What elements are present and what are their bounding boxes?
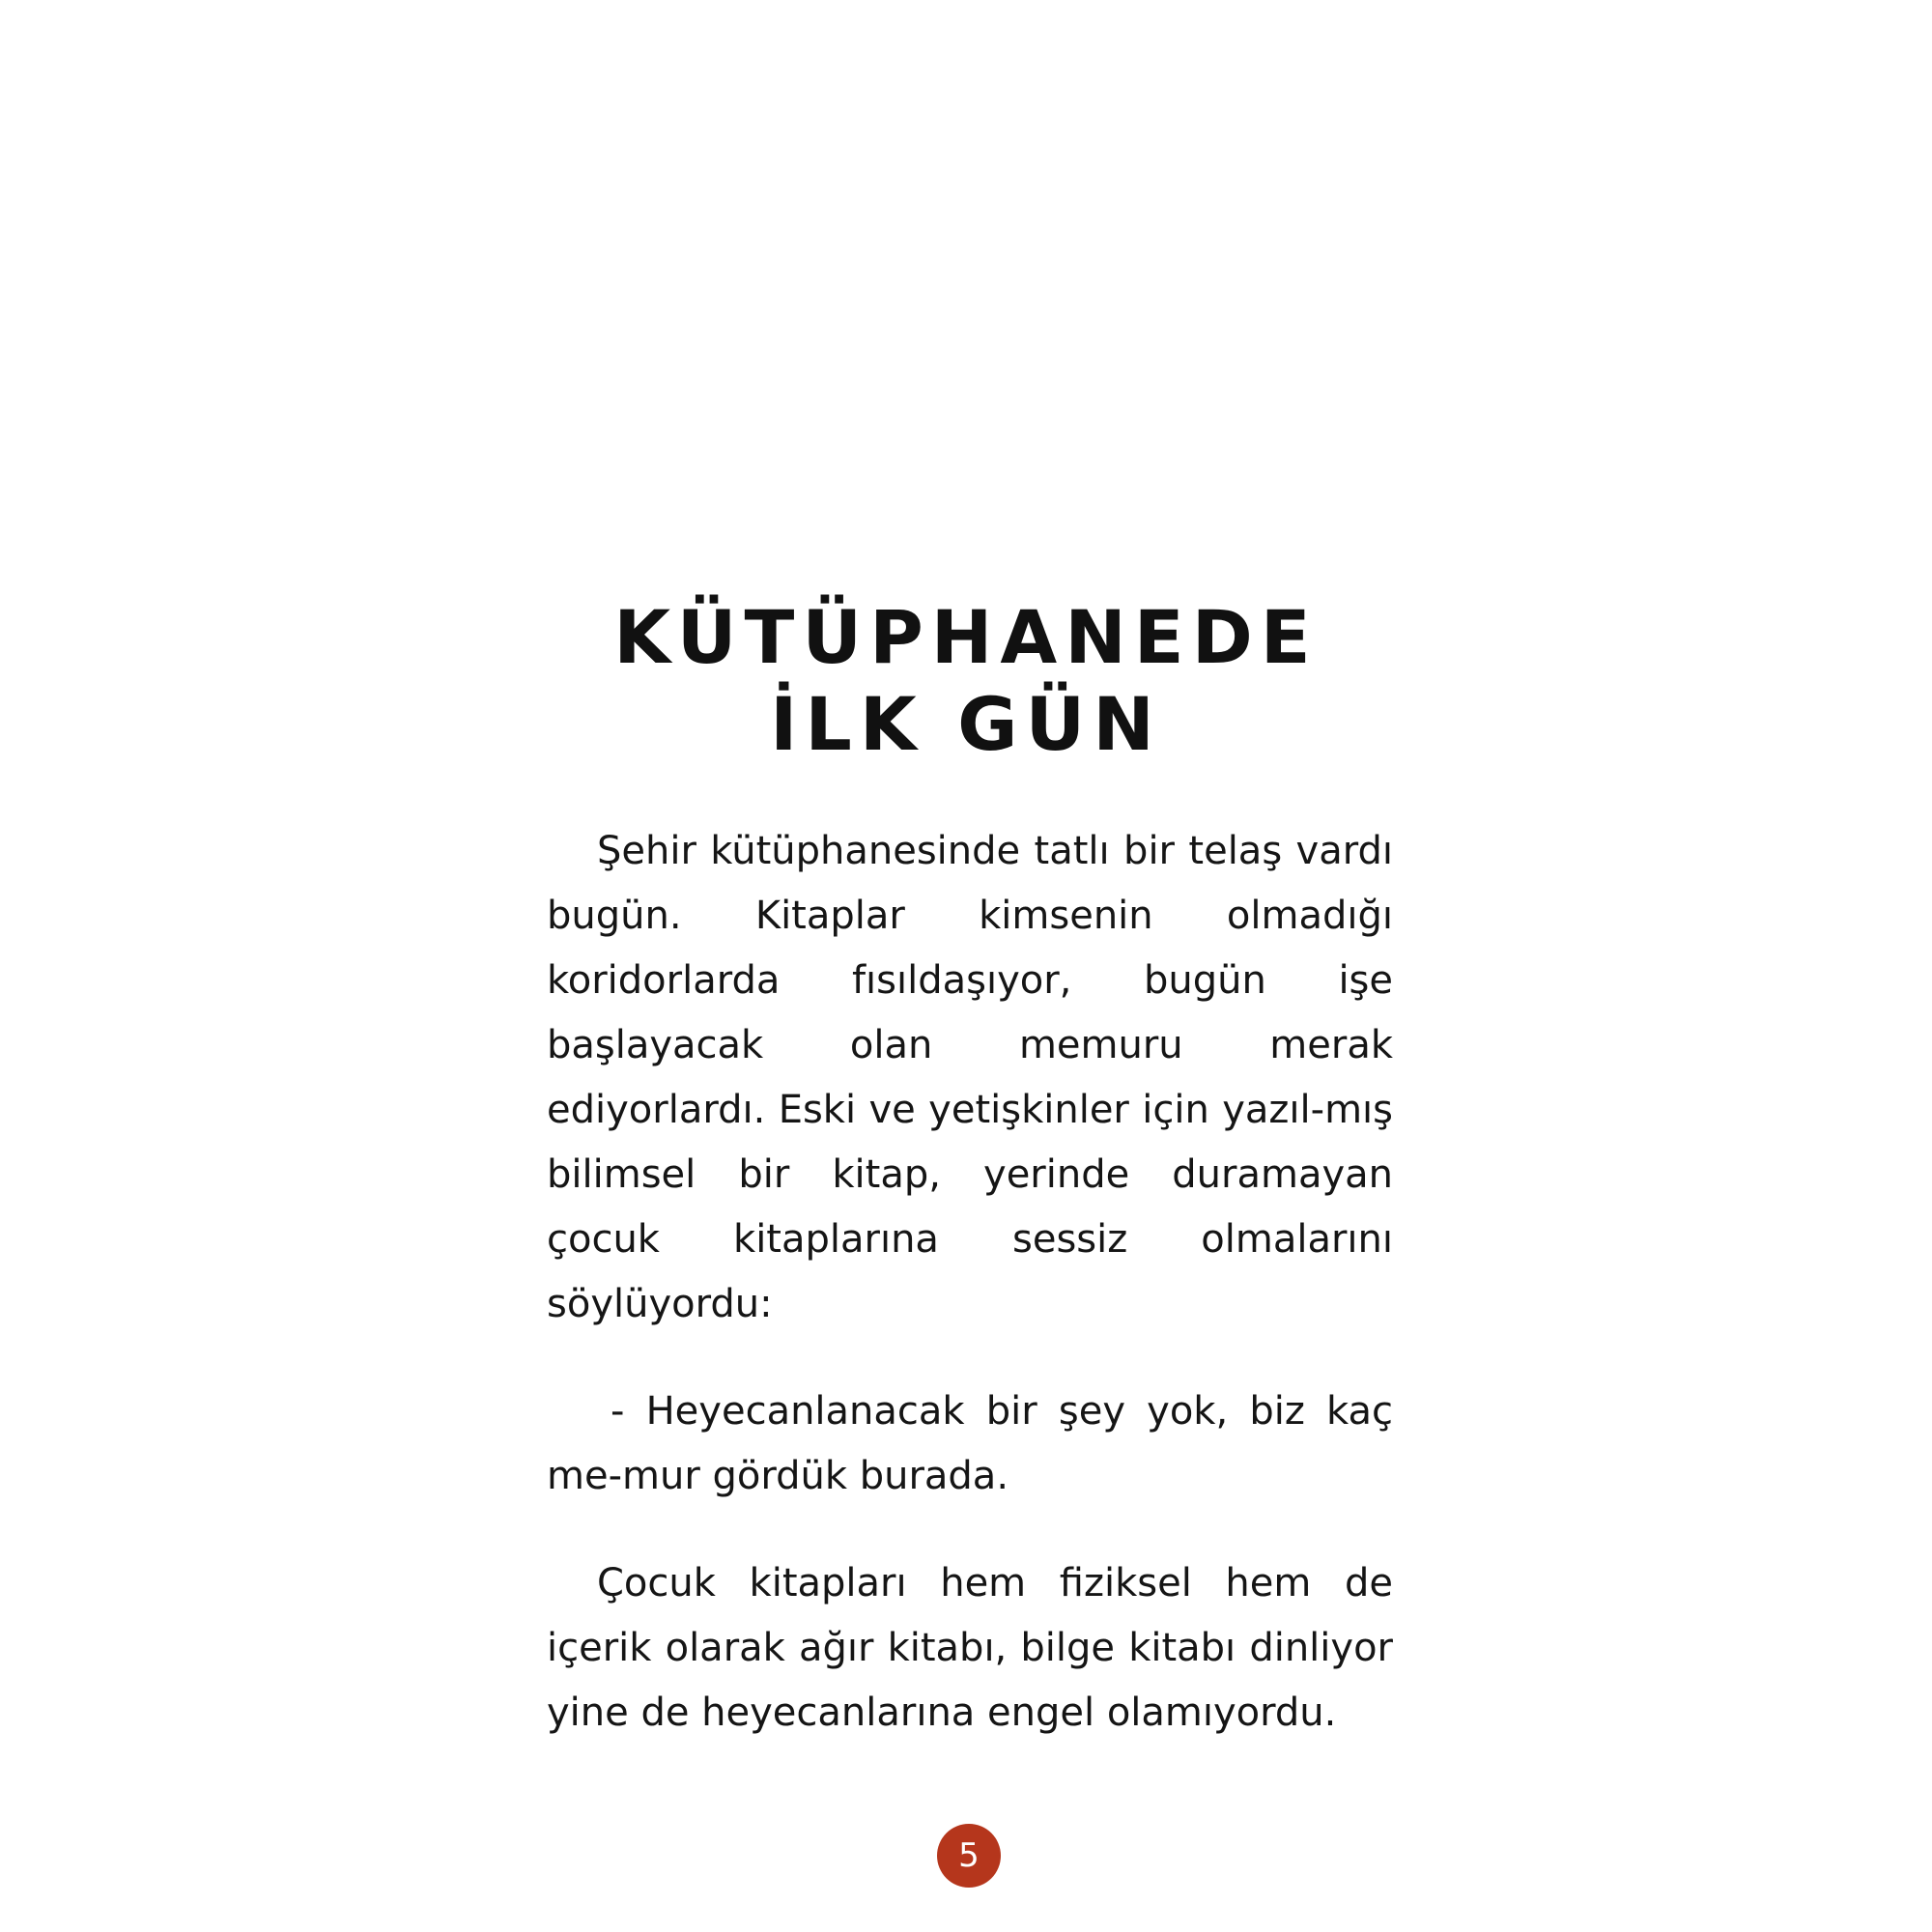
chapter-title-line-1: KÜTÜPHANEDE — [613, 594, 1319, 680]
page-number-badge: 5 — [937, 1824, 1001, 1888]
chapter-title — [0, 594, 1932, 768]
paragraph-dialogue: - Heyecanlanacak bir şey yok, biz kaç me-mur gördük burada. — [547, 1389, 1393, 1498]
body-text — [547, 819, 1393, 1788]
paragraph-1: Şehir kütüphanesinde tatlı bir telaş vardı bugün. Kitaplar kimsenin olmadığı koridorlarda fısıldaşıyor, bugün işe başlayacak olan memuru merak ediyorlardı. Eski ve yetişkinler için yazıl-mış bilimsel bir kitap, yerinde duramayan çocuk kitaplarına sessiz olmalarını söylüyordu: — [547, 829, 1393, 1326]
paragraph-3: Çocuk kitapları hem fiziksel hem de içerik olarak ağır kitabı, bilge kitabı dinliyor yine de heyecanlarına engel olamıyordu. — [547, 1561, 1393, 1735]
chapter-title-line-2: İLK GÜN — [770, 681, 1162, 767]
